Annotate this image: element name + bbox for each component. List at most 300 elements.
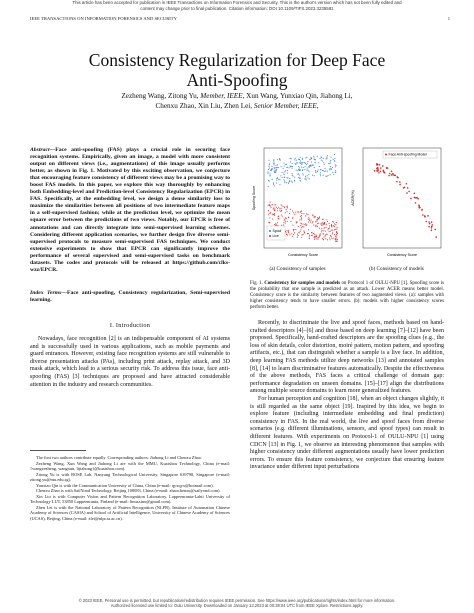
spoof-point [325,176,326,177]
spoof-point [292,168,293,169]
live-point [309,238,310,239]
spoof-point [295,163,296,164]
model-point [380,167,382,169]
author-role-2: Senior Member, IEEE, [253,101,319,110]
spoof-point [286,177,287,178]
model-point [374,170,376,172]
title-line-2: Anti-Spoofing [186,70,288,90]
legend-marker-model [385,154,387,156]
spoof-point [269,181,270,182]
model-point [422,214,424,216]
author-line-2 [30,102,444,112]
live-point [276,207,277,208]
live-point [268,210,269,211]
live-point [309,220,310,221]
live-point [311,235,312,236]
live-point [316,221,317,222]
live-point [298,211,299,212]
model-point [380,171,382,173]
live-point [318,237,319,238]
model-point [391,171,393,173]
live-point [333,238,334,239]
live-point [277,208,278,209]
spoof-point [274,171,275,172]
spoof-point [304,179,305,180]
live-point [283,206,284,207]
spoof-point [304,169,305,170]
spoof-point [319,158,320,159]
spoof-point [317,156,318,157]
paragraph: For human perception and cognition [18], when an object changes slightly, it is still regarded as the same object [19]. Inspired by this idea, we begin to explore feature (including intermediate embedding and final prediction) consistency in FAS. In the real world, the live and spoof faces from diverse scenarios (e.g. different illuminations, sensors, and spoof types) can result in different features. With experiments on Protocol-1 of OULU-NPU [1] using CDCN [13] in Fig. 1, we observe an interesting phenomenon that samples with higher consistency under different augmentations usually have lower prediction errors. To ensure this feature consistency, we conjecture that ensuring feature invariance under different input perturbations [250,395,444,471]
model-point [382,165,384,167]
model-point [377,167,379,169]
live-point [336,234,337,235]
live-point [312,221,313,222]
live-point [301,215,302,216]
live-point [285,221,286,222]
publication-banner [0,0,474,12]
spoof-point [280,175,281,176]
spoof-point [270,175,271,176]
spoof-point [270,174,271,175]
spoof-point [325,171,326,172]
live-point [301,223,302,224]
live-point [269,222,270,223]
live-point [309,219,310,220]
model-point [379,164,381,166]
live-point [300,211,301,212]
live-point [326,227,327,228]
spoof-point [329,169,330,170]
spoof-point [267,173,268,174]
live-point [274,213,275,214]
scatter-plot-models [349,144,444,262]
model-point [399,181,401,183]
spoof-point [286,164,287,165]
paragraph: Recently, to discriminate the live and spoof faces, methods based on hand-crafted descriptors [4]–[6] and those based on deep learning [7]–[12] have been proposed. Specifically, hand-crafted descriptors are the spoofing clues (e.g., the loss of skin details, color distortion, moiré pattern, motion pattern, and spoofing artifacts, etc.), that can distinguish whether a sample is a live face. In addition, deep learning FAS methods utilize deep networks [13] and annotated samples [8], [14] to learn discriminative features automatically. Despite the effectiveness of the above methods, FAS faces a critical challenge of domain gap: performance degradation on unseen domains. [15]–[17] align the distributions among multiple source domains to learn more generalized features. [250,320,444,395]
live-point [274,224,275,225]
live-point [312,222,313,223]
spoof-point [296,162,297,163]
spoof-point [312,175,313,176]
live-point [319,217,320,218]
model-point [435,236,437,238]
live-point [329,228,330,229]
spoof-point [311,166,312,167]
spoof-point [314,167,315,168]
live-point [286,209,287,210]
model-point [428,221,430,223]
live-point [335,229,336,230]
spoof-point [327,155,328,156]
live-point [287,230,288,231]
model-point [415,197,417,199]
footer-line-2: Authorized licensed use limited to: Oulu University. Downloaded on January 13,2023 at 00:38:04 UTC from IEEE Xplore. Restrictions apply. [110,603,364,609]
live-point [295,212,296,213]
spoof-point [294,159,295,160]
live-point [315,216,316,217]
spoof-point [292,176,293,177]
authors-2a: Chenxu Zhao, Xin Liu, Zhen Lei, [155,101,254,110]
footnote: Zitong Yu is with ROSE Lab, Nanyang Technological University, Singapore 639798, Singapore (e-mail: zitong.yu@ntu.edu.sg). [30,471,230,483]
live-point [284,219,285,220]
live-point [319,228,320,229]
legend-label-live: Live [272,234,279,239]
live-point [331,225,332,226]
spoof-point [288,182,289,183]
spoof-point [276,180,277,181]
spoof-point [301,164,302,165]
live-point [320,223,321,224]
model-point [431,230,433,232]
live-point [316,236,317,237]
spoof-point [275,172,276,173]
live-point [332,226,333,227]
live-point [280,211,281,212]
spoof-point [273,183,274,184]
spoof-point [300,163,301,164]
spoof-point [298,169,299,170]
scatter-plot-samples [250,144,345,262]
spoof-point [285,170,286,171]
live-point [335,239,336,240]
footnote: Zezheng Wang, Xun Wang and Jiahong Li are with the MMU, Kuaishou Technology, China (e-mail: {wangzezheng, wangxun, lijiahong}@kuaishou.com). [30,460,230,472]
legend-label-spoof: Spoof [272,229,282,234]
spoof-point [300,160,301,161]
footnotes [30,455,230,522]
live-point [272,219,273,220]
live-point [304,233,305,234]
live-point [325,234,326,235]
live-point [305,215,306,216]
spoof-point [330,160,331,161]
spoof-point [279,179,280,180]
author-list [30,92,444,111]
live-point [317,226,318,227]
spoof-point [335,170,336,171]
live-point [300,229,301,230]
live-point [275,205,276,206]
model-point [417,198,419,200]
spoof-point [287,173,288,174]
live-point [304,232,305,233]
model-point [394,175,396,177]
legend-marker-live [269,235,271,237]
model-point [396,181,398,183]
spoof-point [313,156,314,157]
caption-text: on Protocol 1 of OULU-NPU [1]. Spoofing score is the probability that one sample is predicted as an attack. Lower ACER means better model. Consistency score is the similarity between features of two augmented views. (a): samples with higher consistency tends to have smaller errors. (b): models with higher consistency scores perform better. [250,281,444,311]
index-terms [30,290,230,304]
spoof-point [287,170,288,171]
live-point [332,232,333,233]
journal-name: IEEE TRANSACTIONS ON INFORMATION FORENSICS AND SECURITY [30,16,177,21]
spoof-point [314,159,315,160]
spoof-point [306,157,307,158]
spoof-point [307,177,308,178]
spoof-point [282,177,283,178]
right-column-body [250,320,444,472]
plot-frame [363,148,441,248]
live-point [286,218,287,219]
spoof-point [308,174,309,175]
live-point [306,225,307,226]
live-point [331,236,332,237]
live-point [270,212,271,213]
live-point [301,227,302,228]
live-point [298,235,299,236]
live-point [334,226,335,227]
live-point [316,225,317,226]
figure-1 [250,144,444,274]
live-point [324,223,325,224]
live-point [320,235,321,236]
spoof-point [333,159,334,160]
spoof-point [295,158,296,159]
model-point [424,215,426,217]
live-point [334,229,335,230]
live-point [294,232,295,233]
model-point [431,227,433,229]
spoof-point [309,178,310,179]
spoof-point [300,169,301,170]
live-point [282,205,283,206]
live-point [296,222,297,223]
abstract [30,147,230,274]
authors-1a: Zezheng Wang, Zitong Yu, [121,92,201,100]
spoof-point [302,158,303,159]
model-point [406,183,408,185]
spoof-point [317,171,318,172]
spoof-point [330,174,331,175]
spoof-point [334,158,335,159]
live-point [284,207,285,208]
live-point [277,210,278,211]
live-point [334,223,335,224]
model-point [388,175,390,177]
spoof-point [276,169,277,170]
spoof-point [306,164,307,165]
spoof-point [321,157,322,158]
live-point [301,237,302,238]
spoof-point [308,170,309,171]
footnote: Yunxiao Qin is with the Communication University of China, China (e-mail: qyxqyx@hotmail.com). [36,482,214,488]
live-point [323,224,324,225]
live-point [328,228,329,229]
index-terms-label: Index Terms [30,290,62,296]
spoof-point [301,167,302,168]
live-point [293,229,294,230]
spoof-point [274,172,275,173]
spoof-point [311,157,312,158]
live-point [290,209,291,210]
live-point [318,223,319,224]
live-point [302,224,303,225]
live-point [268,205,269,206]
live-point [277,222,278,223]
live-point [321,228,322,229]
live-point [306,213,307,214]
live-point [287,234,288,235]
spoof-point [318,162,319,163]
spoof-point [312,165,313,166]
live-point [270,207,271,208]
spoof-point [330,162,331,163]
subcaption-a: (a) Consistency of samples [269,266,326,272]
live-point [310,222,311,223]
spoof-point [276,165,277,166]
spoof-point [300,157,301,158]
live-point [329,223,330,224]
spoof-point [297,174,298,175]
model-point [414,197,416,199]
live-point [323,234,324,235]
spoof-point [331,169,332,170]
abstract-label: Abstract [30,147,50,153]
live-point [321,224,322,225]
model-point [418,205,420,207]
live-point [297,234,298,235]
live-point [323,239,324,240]
spoof-point [306,179,307,180]
live-point [332,238,333,239]
spoof-point [299,167,300,168]
spoof-point [268,186,269,187]
spoof-point [287,167,288,168]
live-point [317,217,318,218]
live-point [279,208,280,209]
live-point [278,215,279,216]
spoof-point [314,175,315,176]
spoof-point [285,164,286,165]
spoof-point [271,168,272,169]
abstract-text: —Face anti-spoofing (FAS) plays a crucial role in securing face recognition systems. Empirically, given an image, a model with more consistent output on different views (i.e., augmentations) of this image usually performs better, as shown in Fig. 1. Motivated by this exciting observation, we conjecture that encouraging feature consistency of different views may be a promising way to boost FAS models. In this paper, we explore this way thoroughly by enhancing both Embedding-level and Prediction-level Consistency Regularization (EPCR) in FAS. Specifically, at the embedding level, we design a dense similarity loss to maximize the similarities between all positions of two intermediate feature maps in a self-supervised fashion; while at the prediction level, we optimize the mean square error between the predictions of two views. Notably, our EPCR is free of annotations and can directly integrate into semi-supervised learning schemes. Considering different application scenarios, we further design five diverse semi-supervised protocols to measure semi-supervised FAS techniques. We conduct extensive experiments to show that EPCR can significantly improve the performance of several supervised and semi-supervised tasks on benchmark datasets. The codes and protocols will be released at https://github.com/clks-wzz/EPCR. [30,147,230,273]
spoof-point [305,157,306,158]
live-point [322,219,323,220]
live-point [336,222,337,223]
live-point [333,221,334,222]
model-point [410,198,412,200]
spoof-point [270,170,271,171]
live-point [292,210,293,211]
model-point [407,187,409,189]
spoof-point [324,171,325,172]
live-point [308,219,309,220]
live-point [283,224,284,225]
live-point [318,239,319,240]
live-point [336,228,337,229]
legend-marker-spoof [269,230,271,232]
model-point [434,229,436,231]
live-point [301,213,302,214]
spoof-point [322,160,323,161]
author-role-1: Member, IEEE [200,92,243,100]
live-point [270,202,271,203]
live-point [308,229,309,230]
live-point [286,234,287,235]
live-point [296,221,297,222]
spoof-point [310,159,311,160]
spoof-point [307,168,308,169]
model-point [378,172,380,174]
live-point [293,230,294,231]
live-point [332,233,333,234]
spoof-point [280,166,281,167]
y-axis-label: Spoofing Score [252,185,256,211]
live-point [325,238,326,239]
x-axis-label: Consistency Score [387,253,417,257]
page-number: 1 [447,16,450,21]
live-point [307,233,308,234]
model-point [392,174,394,176]
spoof-point [313,157,314,158]
spoof-point [267,172,268,173]
spoof-point [299,162,300,163]
spoof-point [333,174,334,175]
live-point [269,217,270,218]
spoof-point [305,163,306,164]
spoof-point [313,165,314,166]
live-point [299,219,300,220]
live-point [281,225,282,226]
spoof-point [284,181,285,182]
live-point [326,219,327,220]
live-point [335,241,336,242]
live-point [281,208,282,209]
live-point [281,204,282,205]
spoof-point [298,159,299,160]
spoof-point [289,181,290,182]
spoof-point [274,185,275,186]
spoof-point [283,162,284,163]
live-point [330,231,331,232]
live-point [268,214,269,215]
live-point [274,215,275,216]
subcaption-b: (b) Consistency of models [369,266,424,272]
live-point [278,218,279,219]
live-point [292,225,293,226]
spoof-point [290,165,291,166]
footnote: The first two authors contribute equally. Corresponding authors: Jiahong Li and Chenxu Zhao. [36,455,203,460]
spoof-point [307,163,308,164]
live-point [288,232,289,233]
spoof-point [284,179,285,180]
live-point [322,238,323,239]
live-point [294,214,295,215]
spoof-point [298,170,299,171]
spoof-point [334,154,335,155]
live-point [335,238,336,239]
live-point [316,235,317,236]
live-point [301,235,302,236]
live-point [323,223,324,224]
model-point [376,170,378,172]
footnote-rule [30,450,86,451]
live-point [292,236,293,237]
live-point [329,239,330,240]
model-point [406,192,408,194]
live-point [293,212,294,213]
spoof-point [301,163,302,164]
spoof-point [276,182,277,183]
spoof-point [322,170,323,171]
spoof-point [269,168,270,169]
live-point [288,231,289,232]
model-point [389,173,391,175]
live-point [302,226,303,227]
index-terms-text: —Face anti-spoofing, Consistency regularization, Semi-supervised learning. [30,290,230,304]
model-point [419,207,421,209]
live-point [300,231,301,232]
